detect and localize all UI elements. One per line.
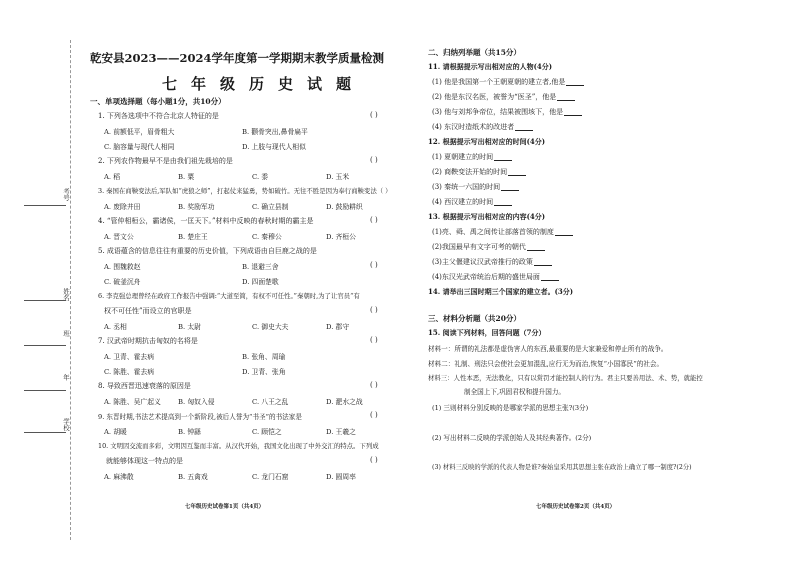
question-6-cont: 权不可任性”而设立的官职是 xyxy=(104,307,192,315)
q6-option-c: C. 御史大夫 xyxy=(252,323,289,331)
answer-paren-5: ( ) xyxy=(370,261,378,269)
q2-option-d: D. 玉米 xyxy=(326,173,350,181)
grade-label: 年 xyxy=(62,374,70,381)
q3-option-c: C. 确立县制 xyxy=(252,203,289,211)
page-2-footer: 七年级历史试卷第2页（共4页） xyxy=(536,504,616,510)
grade-line xyxy=(24,390,66,391)
q10-option-a: A. 麻沸散 xyxy=(104,473,134,481)
q3-option-b: B. 奖励军功 xyxy=(178,203,215,211)
question-11: 11. 请根据提示写出相对应的人物(4分) xyxy=(428,62,553,71)
q12-item-4: (4) 西汉建立的时间 xyxy=(432,197,512,207)
q10-option-d: D. 圆周率 xyxy=(326,473,356,481)
question-1: 1. 下列各选项中不符合北京人特征的是 xyxy=(98,112,219,120)
q2-option-b: B. 粟 xyxy=(178,173,195,181)
q8-option-b: B. 匈奴入侵 xyxy=(178,398,215,406)
question-13: 13. 根据提示写出相对应的内容(4分) xyxy=(428,212,546,221)
q1-option-a: A. 前额低平，眉骨粗大 xyxy=(104,128,175,136)
section-2-heading: 二、归纳列举题（共15分） xyxy=(428,48,521,57)
question-2: 2. 下列农作物最早不是由我们祖先栽培的是 xyxy=(98,157,233,165)
q4-option-c: C. 秦穆公 xyxy=(252,233,282,241)
q11-item-4: (4) 东汉时造纸术的改进者 xyxy=(432,122,533,132)
q12-item-1: (1) 夏朝建立的时间 xyxy=(432,152,512,162)
q10-option-c: C. 龙门石窟 xyxy=(252,473,289,481)
question-10-cont: 就能够体现这一特点的是 xyxy=(106,457,183,465)
section-1-heading: 一、单项选择题（每小题1分，共10分） xyxy=(90,97,226,106)
q4-option-a: A. 晋文公 xyxy=(104,233,134,241)
answer-paren-2: ( ) xyxy=(370,156,378,164)
q7-option-b: B. 张角、周瑜 xyxy=(242,353,286,361)
exam-number-line xyxy=(24,205,66,206)
question-14: 14. 请举出三国时期三个国家的建立者。(3分) xyxy=(428,287,574,296)
q5-option-b: B. 退避三舍 xyxy=(242,263,279,271)
q1-option-d: D. 上肢与现代人相似 xyxy=(242,143,306,151)
q4-option-d: D. 齐桓公 xyxy=(326,233,356,241)
exam-subtitle: 七年级历史试题 xyxy=(162,75,366,93)
question-5: 5. 成语蕴含的信息往往有重要的历史价值，下列成语由自巨鹿之战的是 xyxy=(98,247,317,255)
q6-option-b: B. 太尉 xyxy=(178,323,201,331)
answer-paren-7: ( ) xyxy=(370,336,378,344)
answer-paren-8: ( ) xyxy=(370,381,378,389)
q9-option-c: C. 顾恺之 xyxy=(252,428,282,436)
q13-item-1: (1)亮、舜、禹之间传让部落首领的制度 xyxy=(432,227,573,237)
q9-option-d: D. 王羲之 xyxy=(326,428,356,436)
q15-subquestion-3: (3) 材料三反映的学派的代表人物是谁?秦始皇采用其思想主张在政治上确立了哪一制度?(2分) xyxy=(432,464,692,471)
q5-option-a: A. 围魏救赵 xyxy=(104,263,141,271)
school-label: 学校 xyxy=(62,418,70,431)
class-line xyxy=(24,345,66,346)
answer-paren-6: ( ) xyxy=(370,306,378,314)
class-label: 班 xyxy=(62,330,70,337)
q7-option-c: C. 陈胜、霍去病 xyxy=(104,368,155,376)
name-line xyxy=(24,300,66,301)
page-1-footer: 七年级历史试卷第1页（共4页） xyxy=(185,504,265,510)
answer-paren-1: ( ) xyxy=(370,111,378,119)
q8-option-a: A. 陈胜、吴广起义 xyxy=(104,398,161,406)
answer-paren-4: ( ) xyxy=(370,216,378,224)
q1-option-c: C. 脑容量与现代人相同 xyxy=(104,143,175,151)
question-3: 3. 秦国在商鞅变法后,军队如“虎狼之师”，打起仗来猛勇，势如破竹。无往不胜是因为奉行商鞅变法（ ） xyxy=(98,187,392,195)
q5-option-c: C. 破釜沉舟 xyxy=(104,278,141,286)
q15-material-2: 材料二：礼制、刑法只会使社会更加混乱,应行无为而治,恢复“小国寡民”的社会。 xyxy=(428,360,664,368)
q2-option-a: A. 稻 xyxy=(104,173,121,181)
q13-item-3: (3)主父偃建议汉武帝推行的政策 xyxy=(432,257,552,267)
q15-material-1: 材料一：所谓的礼法都是虚伪害人的东西,最重要的是大家兼爱和停止所有的战争。 xyxy=(428,345,668,353)
question-4: 4. “管仲相桓公，霸诸侯，一匡天下。”材料中反映的春秋时期的霸主是 xyxy=(98,217,314,225)
q5-option-d: D. 四面楚歌 xyxy=(242,278,279,286)
name-label: 姓名 xyxy=(62,288,70,301)
q12-item-2: (2) 商鞅变法开始的时间 xyxy=(432,167,526,177)
question-8: 8. 导致西晋迅速衰落的原因是 xyxy=(98,382,191,390)
q11-item-2: (2) 他是东汉名医，被誉为“医圣”，他是 xyxy=(432,92,575,102)
q4-option-b: B. 楚庄王 xyxy=(178,233,208,241)
q6-option-d: D. 郡守 xyxy=(326,323,350,331)
q15-material-3-cont: 制全国上下,巩固君权和提升国力。 xyxy=(464,388,566,396)
exam-page-2 xyxy=(428,0,783,561)
q11-item-1: (1) 他是我国第一个王朝夏朝的建立者,他是 xyxy=(432,77,584,87)
q15-subquestion-2: (2) 写出材料二反映的学派创始人及其经典著作。(2分) xyxy=(432,434,592,442)
q13-item-4: (4)东汉光武帝统治后期的盛世局面 xyxy=(432,272,559,282)
binding-margin xyxy=(0,0,80,561)
q15-material-3: 材料三：人性本恶，无法教化，只有以赏罚才能控制人的行为。君主只要善用法、术、势，就能控 xyxy=(428,374,703,382)
q11-item-3: (3) 他与刘邦争帝位，结果被围垓下，他是 xyxy=(432,107,582,117)
question-7: 7. 汉武帝时期抗击匈奴的名将是 xyxy=(98,337,198,345)
q7-option-a: A. 卫青、霍去病 xyxy=(104,353,155,361)
q9-option-b: B. 钟繇 xyxy=(178,428,201,436)
q2-option-c: C. 黍 xyxy=(252,173,269,181)
exam-number-label: 考号 xyxy=(62,188,70,201)
school-line xyxy=(24,432,66,433)
q3-option-d: D. 鼓励耕织 xyxy=(326,203,363,211)
question-15: 15. 阅读下列材料，回答问题（7分） xyxy=(428,328,546,337)
q10-option-b: B. 五禽戏 xyxy=(178,473,208,481)
q13-item-2: (2)我国最早有文字可考的朝代 xyxy=(432,242,545,252)
question-10: 10. 文明因交流而多彩，文明因互鉴而丰富。从汉代开始，我国文化出现了中外交汇的特点。下列成 xyxy=(98,442,379,450)
q8-option-c: C. 八王之乱 xyxy=(252,398,289,406)
q1-option-b: B. 颧骨突出,鼻骨扁平 xyxy=(242,128,308,136)
question-9: 9. 东晋时期,书法艺术提高到一个新阶段,被后人誉为“书圣”的书法家是 xyxy=(98,413,302,421)
answer-paren-10: ( ) xyxy=(370,456,378,464)
exam-page-1 xyxy=(80,0,410,561)
q7-option-d: D. 卫青、张角 xyxy=(242,368,286,376)
q3-option-a: A. 废除井田 xyxy=(104,203,141,211)
q15-subquestion-1: (1) 三则材料分别反映的是哪家学派的思想主张?(3分) xyxy=(432,404,589,412)
q12-item-3: (3) 秦统一六国的时间 xyxy=(432,182,519,192)
answer-paren-9: ( ) xyxy=(370,411,378,419)
question-12: 12. 根据提示写出相对应的时间(4分) xyxy=(428,137,546,146)
q9-option-a: A. 胡暖 xyxy=(104,428,127,436)
q8-option-d: D. 淝水之战 xyxy=(326,398,363,406)
q6-option-a: A. 丞相 xyxy=(104,323,127,331)
question-6: 6. 李克强总理曾经在政府工作报告中强调:“大道至简，有权不可任性。”秦朝时,为了让官员“有 xyxy=(98,292,360,300)
exam-title: 乾安县2023——2024学年度第一学期期末教学质量检测 xyxy=(90,51,385,65)
section-3-heading: 三、材料分析题（共20分） xyxy=(428,314,521,323)
